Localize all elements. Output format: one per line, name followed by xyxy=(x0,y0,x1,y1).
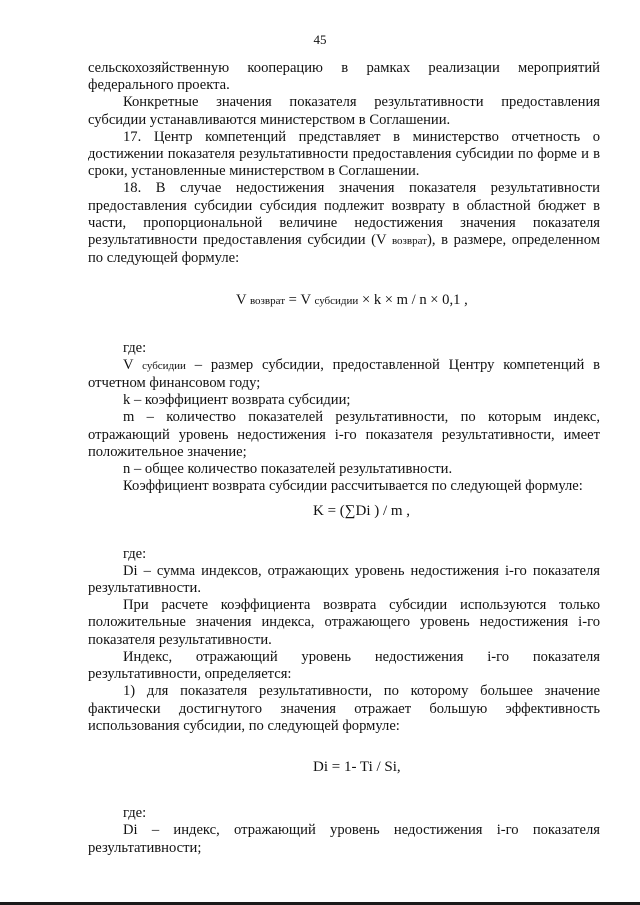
paragraph-positive-values: При расчете коэффициента возврата субсидии используются только положительные значения индекса, отражающего уровень недостижения i-го показателя результативности. xyxy=(88,597,600,648)
definition-di-sum: Di – сумма индексов, отражающих уровень недостижения i-го показателя результативности. xyxy=(88,562,600,597)
paragraph-cooperation: сельскохозяйственную кооперацию в рамках реализации мероприятий федерального проекта. xyxy=(88,60,600,94)
where-label-3: где: xyxy=(123,805,147,822)
definition-v-sub: субсидии xyxy=(142,359,186,372)
paragraph-18-text: 18. В случае недостижения значения показателя результативности предоставления субсидии субсидия подлежит возврату в областной бюджет в части, пропорциональной величине недостижения значения показателя результативности предоставления субсидии (V xyxy=(88,180,600,249)
formula-refund xyxy=(236,292,600,310)
where-label-2: где: xyxy=(123,545,147,562)
definition-n: n – общее количество показателей результативности. xyxy=(123,461,453,478)
formula-refund-eq: = V xyxy=(285,292,311,309)
formula-index: Di = 1- Ti / Si, xyxy=(313,758,401,775)
paragraph-17-reporting: 17. Центр компетенций представляет в министерство отчетность о достижении показателя результативности предоставления субсидии по форме и в сроки, установленные министерством в Соглашении. xyxy=(88,128,600,180)
item-1-indicator: 1) для показателя результативности, по которому большее значение фактически достигнутого значения отражает большую эффективность использования субсидии, по следующей формуле: xyxy=(88,683,600,734)
formula-refund-sub-subsidii: субсидии xyxy=(314,295,359,308)
definition-v-subsidy xyxy=(88,357,600,392)
paragraph-indicator-values: Конкретные значения показателя результативности предоставления субсидии устанавливаются министерством в Соглашении. xyxy=(88,94,600,128)
document-body xyxy=(88,60,600,857)
formula-refund-v: V xyxy=(236,292,247,309)
definition-m: m – количество показателей результативности, по которым индекс, отражающий уровень недостижения i-го показателя результативности, имеет положительное значение; xyxy=(88,409,600,460)
page-number: 45 xyxy=(313,32,327,47)
paragraph-index-determined: Индекс, отражающий уровень недостижения i-го показателя результативности, определяется: xyxy=(88,648,600,683)
definition-v-text: – размер субсидии, предоставленной Центру компетенций в отчетном финансовом году; xyxy=(88,356,600,392)
where-label-1: где: xyxy=(123,339,147,356)
definition-k: k – коэффициент возврата субсидии; xyxy=(123,392,351,409)
paragraph-18-subscript: возврат xyxy=(391,235,427,248)
definition-v-var: V xyxy=(123,356,134,373)
formula-refund-sub-vozvrat: возврат xyxy=(249,295,285,308)
formula-coefficient: K = (∑Di ) / m , xyxy=(313,503,411,520)
coefficient-intro: Коэффициент возврата субсидии рассчитывается по следующей формуле: xyxy=(123,478,583,495)
paragraph-18-refund xyxy=(88,180,600,267)
paragraph-18-tail: ), в размере, определенном по следующей формуле: xyxy=(88,232,600,267)
formula-refund-rest: × k × m / n × 0,1 , xyxy=(358,292,468,309)
definition-di-index: Di – индекс, отражающий уровень недостижения i-го показателя результативности; xyxy=(88,822,600,856)
